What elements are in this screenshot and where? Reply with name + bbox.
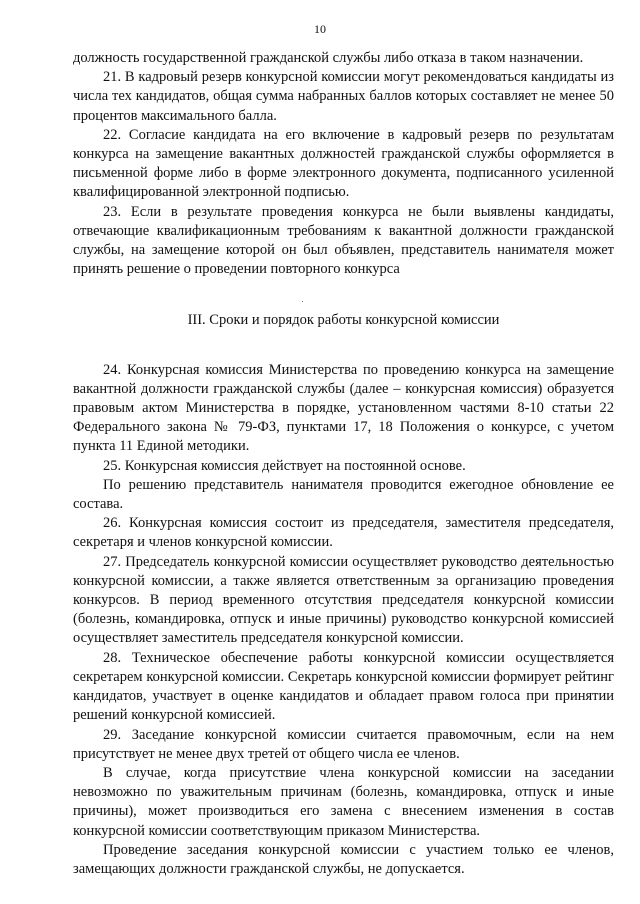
paragraph-29-replacement: В случае, когда присутствие члена конкурсной комиссии на заседании невозможно по уважительным причинам (болезнь, командировка, отпуск и иные причины), может производиться его замена с внесением изменения в состав конкурсной комиссии соответствующим приказом Министерства. <box>73 764 614 839</box>
paragraph-continuation: должность государственной гражданской службы либо отказа в таком назначении. <box>73 50 584 66</box>
section-title: III. Сроки и порядок работы конкурсной комиссии <box>187 312 500 329</box>
document-body <box>73 49 614 879</box>
paragraph-23: 23. Если в результате проведения конкурса не были выявлены кандидаты, отвечающие квалификационным требованиям к вакантной должности гражданской службы, на замещение которой он был объявлен, представитель нанимателя может принять решение о проведении повторного конкурса <box>73 203 614 278</box>
scan-speck <box>302 301 303 302</box>
paragraph-25-update: По решению представитель нанимателя проводится ежегодное обновление ее состава. <box>73 476 614 513</box>
paragraph-28: 28. Техническое обеспечение работы конкурсной комиссии осуществляется секретарем конкурсной комиссии. Секретарь конкурсной комиссии формирует рейтинг кандидатов, участвует в оценке кандидатов и обладает правом голоса при принятии решений конкурсной комиссией. <box>73 649 614 724</box>
paragraph-29: 29. Заседание конкурсной комиссии считается правомочным, если на нем присутствует не менее двух третей от общего числа ее членов. <box>73 726 614 762</box>
paragraph-29-restriction: Проведение заседания конкурсной комиссии с участием только ее членов, замещающих должности гражданской службы, не допускается. <box>73 841 614 877</box>
paragraph-22: 22. Согласие кандидата на его включение в кадровый резерв по результатам конкурса на замещение вакантных должностей гражданской службы оформляется в письменной форме либо в форме электронного документа, подписанного усиленной квалифицированной электронной подписью. <box>73 126 614 201</box>
paragraph-21: 21. В кадровый резерв конкурсной комиссии могут рекомендоваться кандидаты из числа тех кандидатов, общая сумма набранных баллов которых составляет не менее 50 процентов максимального балла. <box>73 69 614 124</box>
paragraph-24: 24. Конкурсная комиссия Министерства по проведению конкурса на замещение вакантной должности гражданской службы (далее – конкурсная комиссия) образуется правовым актом Министерства в порядке, установленном частями 8-10 статьи 22 Федерального закона № 79-ФЗ, пунктами 17, 18 Положения о конкурсе, с учетом пункта 11 Единой методики. <box>73 361 614 455</box>
paragraph-27: 27. Председатель конкурсной комиссии осуществляет руководство деятельностью конкурсной комиссии, а также является ответственным за организацию проведения конкурсов. В период временного отсутствия председателя конкурсной комиссии (болезнь, командировка, отпуск и иные причины) руководство конкурсной комиссией осуществляет заместитель председателя конкурсной комиссии. <box>73 553 614 647</box>
paragraph-26: 26. Конкурсная комиссия состоит из председателя, заместителя председателя, секретаря и членов конкурсной комиссии. <box>73 515 614 551</box>
paragraph-25: 25. Конкурсная комиссия действует на постоянной основе. <box>103 457 466 474</box>
page-number: 10 <box>314 22 326 36</box>
